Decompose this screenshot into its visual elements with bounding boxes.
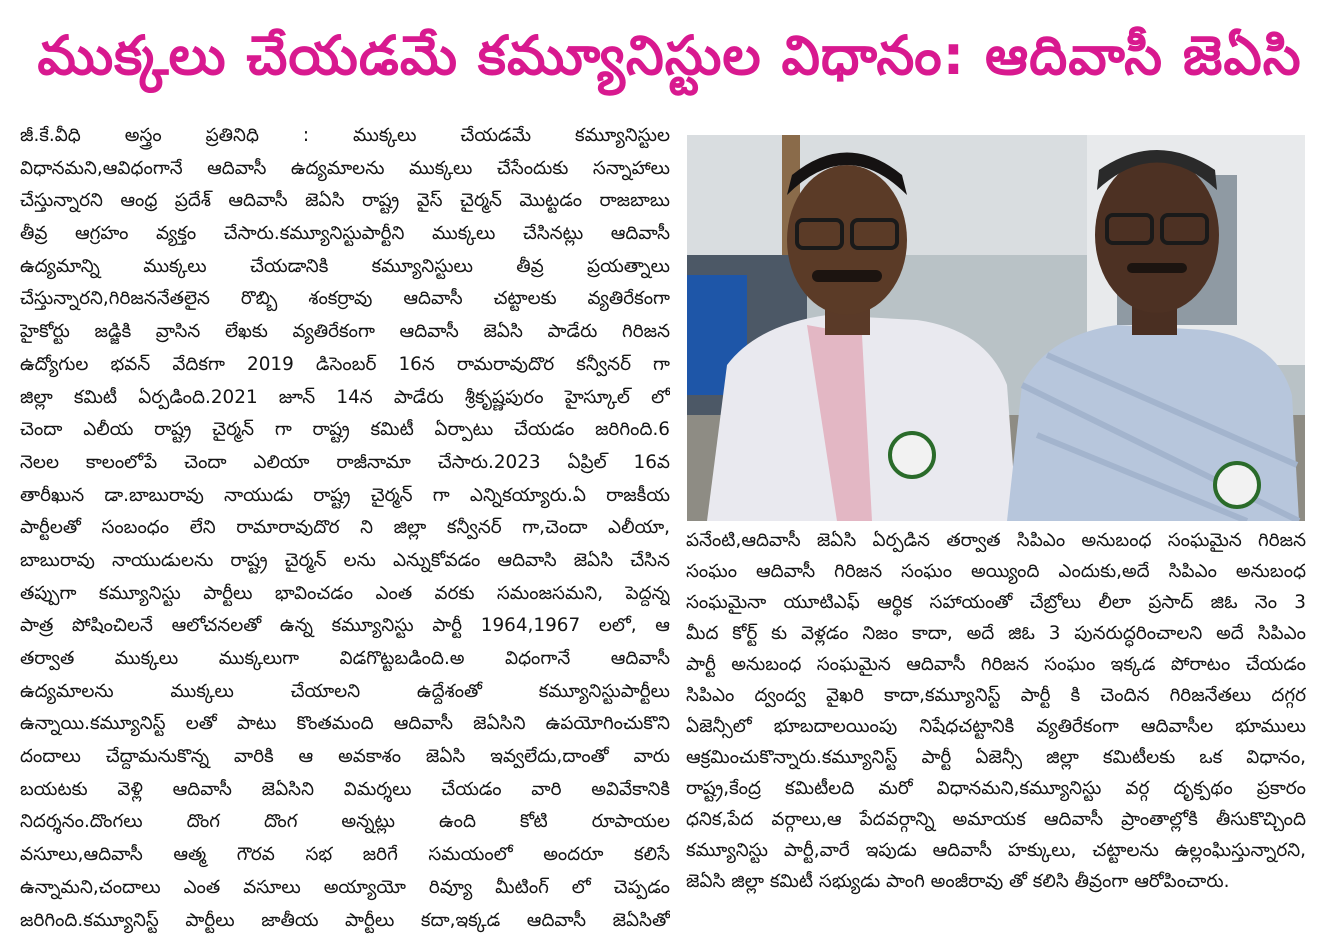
article-line: సిపిఎం ద్వంద్వ వైఖరి కాదా,కమ్యూనిస్ట్ పార్టీ కి చెందిన గిరిజనేతలు దగ్గర — [686, 680, 1306, 711]
news-photo — [687, 135, 1305, 521]
article-line: తారీఖున డా.బాబురావు నాయుడు రాష్ట్ర చైర్మన్ గా ఎన్నికయ్యారు.ఏ రాజకీయ — [20, 480, 670, 513]
article-line: నెలల కాలంలోపే చెందా ఎలియా రాజీనామా చేసారు.2023 ఏప్రిల్ 16వ — [20, 447, 670, 480]
article-line: తర్వాత ముక్కలు ముక్కలుగా విడగొట్టబడింది.అ విధంగానే ఆదివాసీ — [20, 643, 670, 676]
article-line: ధనిక,పేద వర్గాలు,ఆ పేదవర్గాన్ని అమాయక ఆదివాసీ ప్రాంతాల్లోకి తీసుకొచ్చింది — [686, 804, 1306, 835]
article-column-left — [20, 120, 670, 937]
article-line: బయటకు వెళ్లి ఆదివాసీ జెఏసిని విమర్శలు చేయడం వారి అవివేకానికి — [20, 774, 670, 807]
article-line: ఉన్నాయి.కమ్యూనిస్ట్ లతో పాటు కొంతమంది ఆదివాసీ జెఏసిని ఉపయోగించుకొని — [20, 708, 670, 741]
article-line: సంఘం ఆదివాసీ గిరిజన సంఘం అయ్యింది ఎందుకు,అదే సిపిఎం అనుబంధ — [686, 556, 1306, 587]
article-line: ఉద్యమాన్ని ముక్కలు చేయడానికి కమ్యూనిస్టులు తీవ్ర ప్రయత్నాలు — [20, 251, 670, 284]
headline: ముక్కలు చేయడమే కమ్యూనిస్టుల విధానం: ఆదివాసీ జెఏసి — [0, 14, 1339, 110]
article-line: విధానమని,ఆవిధంగానే ఆదివాసీ ఉద్యమాలను ముక్కలు చేసేందుకు సన్నాహాలు — [20, 153, 670, 186]
article-line: మీద కోర్ట్ కు వెళ్లడం నిజం కాదా, అదే జిఓ 3 పునరుద్ధరించాలని అదే సిపిఎం — [686, 618, 1306, 649]
article-line: సంఘమైనా యూటిఎఫ్ ఆర్థిక సహాయంతో చేబ్రోలు లీలా ప్రసాద్ జిఓ నెం 3 — [686, 587, 1306, 618]
article-line: పాత్ర పోషించిలనే ఆలోచనలతో ఉన్న కమ్యూనిస్టు పార్టీ 1964,1967 లలో, ఆ — [20, 610, 670, 643]
article-line: ఏజెన్సీలో భూబదాలయింపు నిషేధచట్టానికి వ్యతిరేకంగా ఆదివాసీల భూములు — [686, 711, 1306, 742]
article-line: తప్పుగా కమ్యూనిస్టు పార్టీలు భావించడం ఎంత వరకు సమంజసమని, పెద్దన్న — [20, 578, 670, 611]
article-line: ఉద్యోగుల భవన్ వేదికగా 2019 డిసెంబర్ 16న రామరావుదొర కన్వీనర్ గా — [20, 349, 670, 382]
article-column-right — [686, 525, 1306, 897]
article-line: పార్టీలతో సంబంధం లేని రామారావుదొర ని జిల్లా కన్వీనర్ గా,చెందా ఎలీయా, — [20, 512, 670, 545]
article-line: నిదర్శనం.దొంగలు దొంగ దొంగ అన్నట్లు ఉంది కోటి రూపాయల — [20, 806, 670, 839]
article-line: హైకోర్టు జడ్జికి వ్రాసిన లేఖకు వ్యతిరేకంగా ఆదివాసీ జెఏసి పాడేరు గిరిజన — [20, 316, 670, 349]
article-line: పార్టీ అనుబంధ సంఘమైన ఆదివాసీ గిరిజన సంఘం ఇక్కడ పోరాటం చేయడం — [686, 649, 1306, 680]
article-line: తీవ్ర ఆగ్రహం వ్యక్తం చేసారు.కమ్యూనిస్టుపార్టీని ముక్కలు చేసినట్లు ఆదివాసీ — [20, 218, 670, 251]
article-line: జీ.కే.వీధి అస్త్రం ప్రతినిధి : ముక్కలు చేయడమే కమ్యూనిస్టుల — [20, 120, 670, 153]
article-line: చేస్తున్నారని,గిరిజననేతలైన రొబ్బి శంకర్రావు ఆదివాసీ చట్టాలకు వ్యతిరేకంగా — [20, 283, 670, 316]
article-line: రాష్ట్ర,కేంద్ర కమిటీలది మరో విధానమని,కమ్యూనిస్టు వర్గ దృక్పథం ప్రకారం — [686, 773, 1306, 804]
article-line: దందాలు చేద్దామనుకొన్న వారికి ఆ అవకాశం జెఏసి ఇవ్వలేదు,దాంతో వారు — [20, 741, 670, 774]
article-line: జెఏసి జిల్లా కమిటీ సభ్యుడు పాంగి అంజీరావు తో కలిసి తీవ్రంగా ఆరోపించారు. — [686, 866, 1306, 897]
article-line: ఉన్నామని,చందాలు ఎంత వసూలు అయ్యాయో రివ్యూ మీటింగ్ లో చెప్పడం — [20, 872, 670, 905]
article-line: వసూలు,ఆదివాసీ ఆత్మ గౌరవ సభ జరిగే సమయంలో అందరూ కలిసే — [20, 839, 670, 872]
article-line: జరిగింది.కమ్యూనిస్ట్ పార్టీలు జాతీయ పార్టీలు కదా,ఇక్కడ ఆదివాసీ జెఏసితో — [20, 905, 670, 937]
article-line: చేస్తున్నారని ఆంధ్ర ప్రదేశ్ ఆదివాసీ జెఏసి రాష్ట్ర వైస్ చైర్మన్ మొట్టడం రాజబాబు — [20, 185, 670, 218]
two-men-portrait-image — [687, 135, 1305, 521]
article-line: ఉద్యమాలను ముక్కలు చేయాలని ఉద్దేశంతో కమ్యూనిస్టుపార్టీలు — [20, 676, 670, 709]
article-line: కమ్యూనిస్టు పార్టీ,వారే ఇపుడు ఆదివాసీ హక్కులు, చట్టాలను ఉల్లంఘిస్తున్నారని, — [686, 835, 1306, 866]
article-line: పనేంటి,ఆదివాసీ జెఏసి ఏర్పడిన తర్వాత సిపిఎం అనుబంధ సంఘమైన గిరిజన — [686, 525, 1306, 556]
article-line: జిల్లా కమిటీ ఏర్పడింది.2021 జూన్ 14న పాడేరు శ్రీకృష్ణపురం హైస్కూల్ లో — [20, 382, 670, 415]
article-line: బాబురావు నాయుడులను రాష్ట్ర చైర్మన్ లను ఎన్నుకోవడం ఆదివాసి జెఏసి చేసిన — [20, 545, 670, 578]
article-line: చెందా ఎలీయ రాష్ట్ర చైర్మన్ గా రాష్ట్ర కమిటీ ఏర్పాటు చేయడం జరిగింది.6 — [20, 414, 670, 447]
article-line: ఆక్రమించుకొన్నారు.కమ్యూనిస్ట్ పార్టీ ఏజెన్సీ జిల్లా కమిటీలకు ఒక విధానం, — [686, 742, 1306, 773]
